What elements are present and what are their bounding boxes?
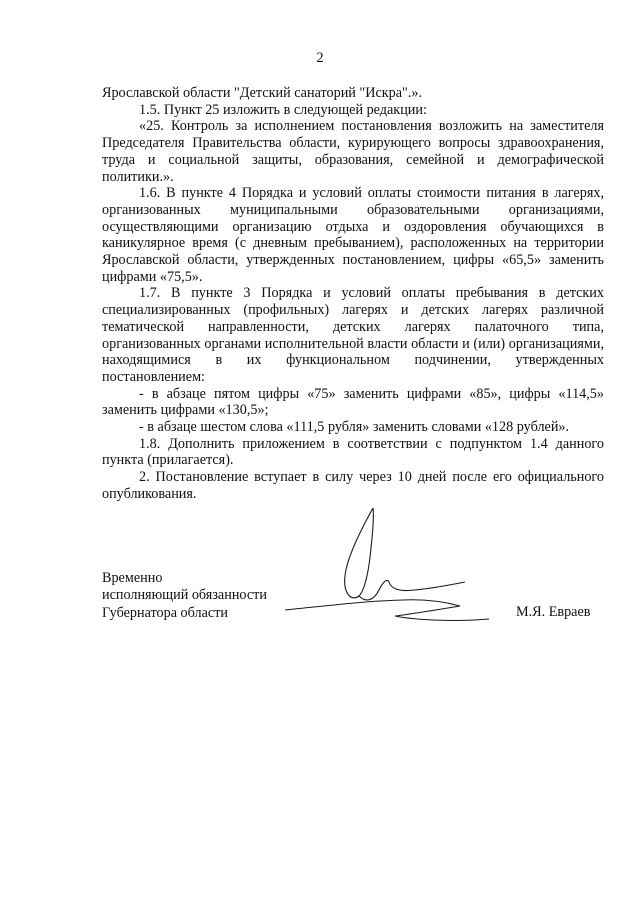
- signatory-position-line: Губернатора области: [102, 604, 228, 621]
- paragraph-1-7-item-2: - в абзаце шестом слова «111,5 рубля» заменить словами «128 рублей».: [139, 419, 570, 436]
- paragraph-continuation: Ярославской области "Детский санаторий "Искра".».: [102, 85, 423, 101]
- paragraph-1-7: 1.7. В пункте 3 Порядка и условий оплаты пребывания в детских специализированных (профильных) лагерях и детских лагерях различной тематической направленности, детских лагерях палаточного типа, организованных органами исполнительной власти области и (или) организациями, находящимися в их функциональном подчинении, утвержденных постановлением:: [102, 285, 604, 385]
- signatory-position: [102, 570, 302, 622]
- paragraph-1-5-quote: «25. Контроль за исполнением постановления возложить на заместителя Председателя Правительства области, курирующего вопросы здравоохранения, труда и социальной защиты, образования, семейной и демографической политики.».: [102, 118, 604, 185]
- paragraph-1-7-item-1: - в абзаце пятом цифры «75» заменить цифрами «85», цифры «114,5» заменить цифрами «130,5»;: [102, 385, 604, 419]
- page-number: 2: [316, 50, 324, 66]
- document-body: [102, 85, 604, 503]
- paragraph-1-5: 1.5. Пункт 25 изложить в следующей редакции:: [139, 101, 427, 118]
- signatory-position-line: исполняющий обязанности: [102, 587, 267, 604]
- paragraph-2: 2. Постановление вступает в силу через 10 дней после его официального опубликования.: [102, 469, 604, 502]
- signatory-position-line: Временно: [102, 570, 163, 586]
- signatory-name: М.Я. Евраев: [516, 604, 591, 620]
- paragraph-1-8: 1.8. Дополнить приложением в соответствии с подпунктом 1.4 данного пункта (прилагается).: [102, 435, 604, 469]
- handwritten-signature: [285, 498, 495, 628]
- paragraph-1-6: 1.6. В пункте 4 Порядка и условий оплаты стоимости питания в лагерях, организованных муниципальными образовательными организациями, осуществляющими организацию отдыха и оздоровления обучающихся в каникулярное время (с дневным пребыванием), расположенных на территории Ярославской области, утвержденных постановлением, цифры «65,5» заменить цифрами «75,5».: [102, 185, 604, 285]
